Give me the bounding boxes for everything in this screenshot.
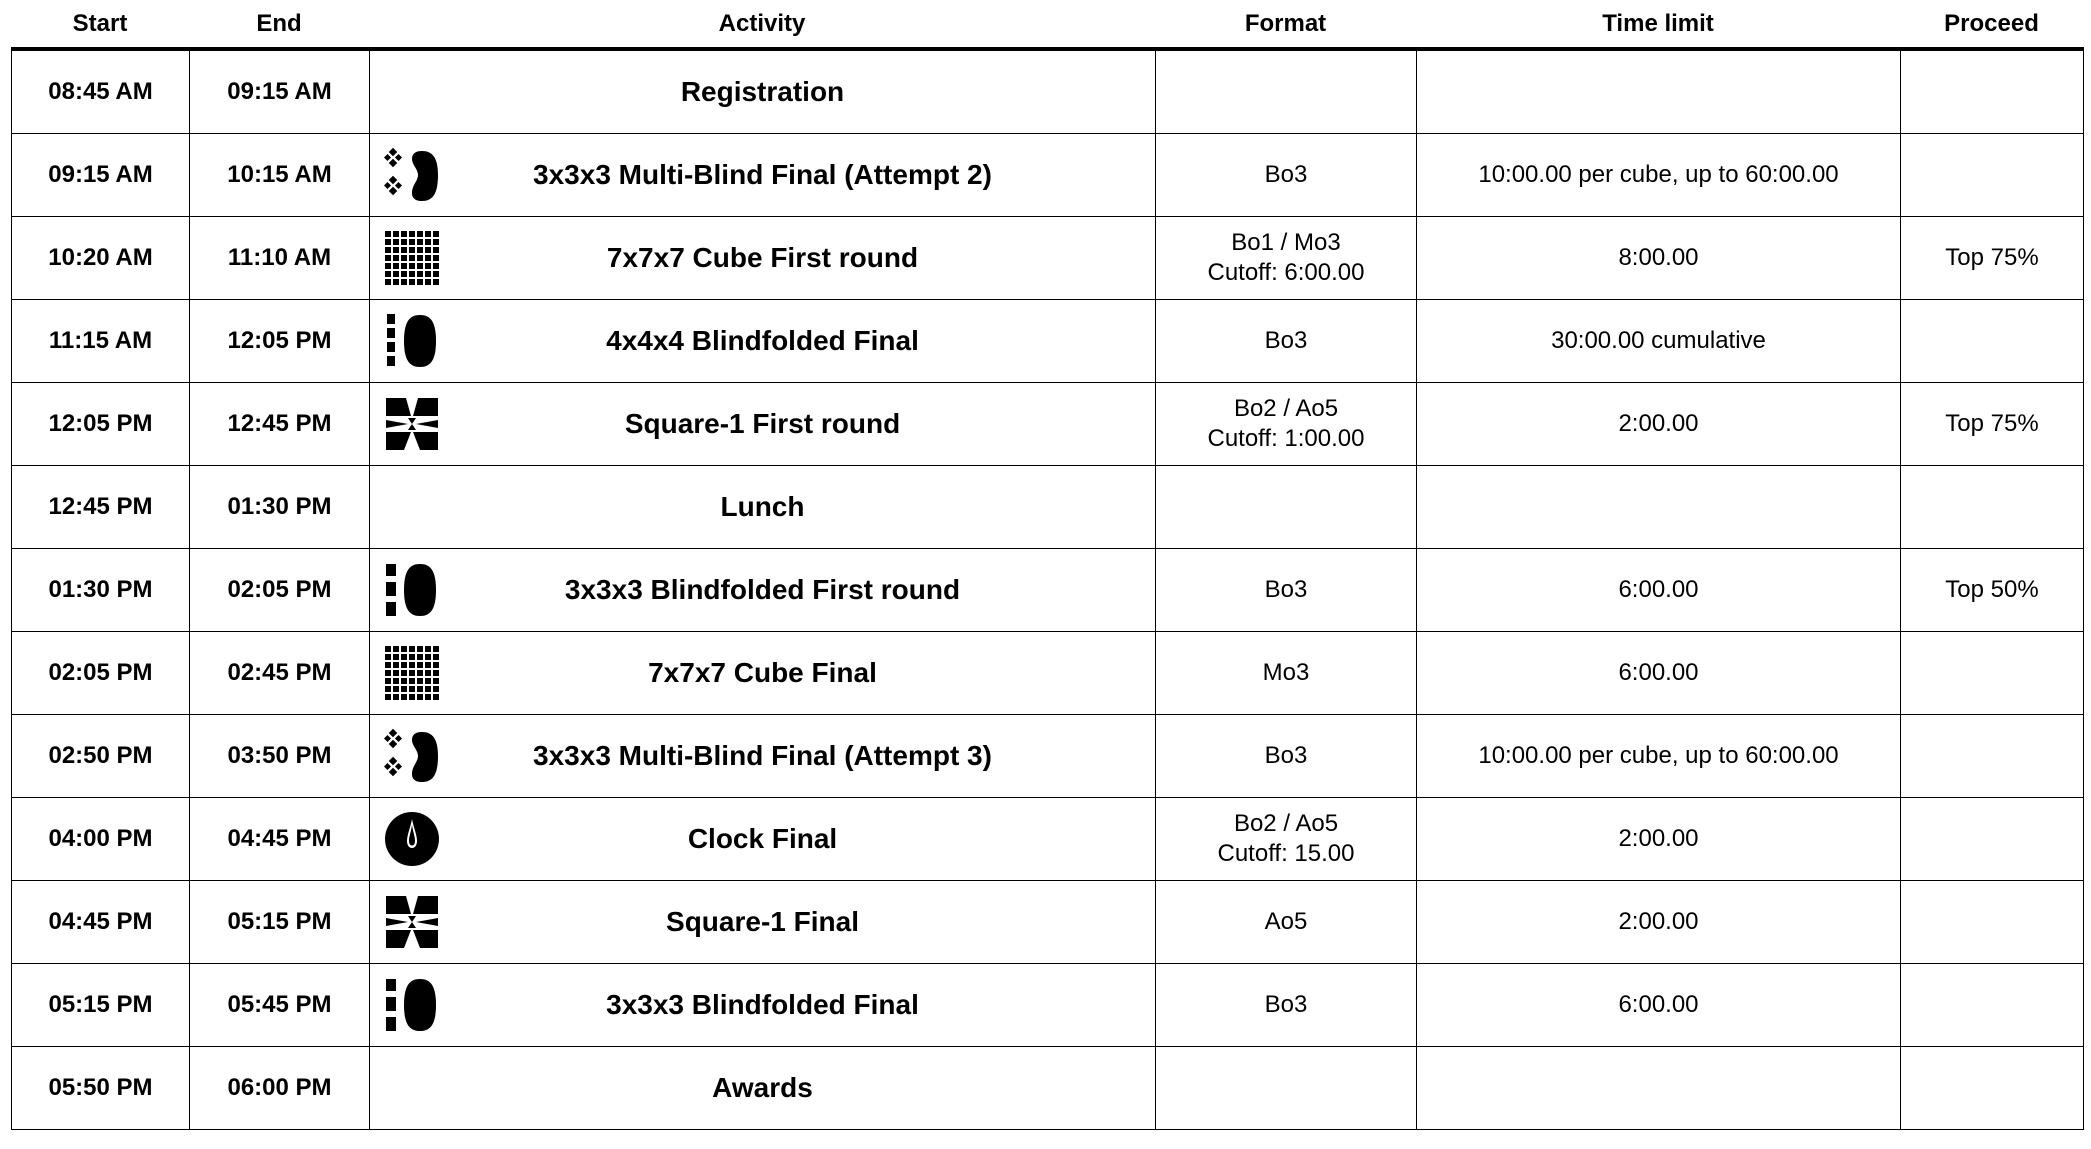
end-time-cell: 12:05 PM: [190, 300, 370, 383]
time-limit-cell: 2:00.00: [1417, 881, 1901, 964]
header-format: Format: [1244, 10, 1327, 37]
proceed-cell: [1901, 632, 2084, 715]
time-limit-cell: 6:00.00: [1417, 549, 1901, 632]
cutoff-value: Cutoff: 6:00.00: [1207, 259, 1365, 286]
header-time-limit: Time limit: [1602, 10, 1714, 37]
activity-cell: [370, 217, 1156, 300]
activity-cell: [370, 715, 1156, 798]
table-row: [12, 49, 2084, 134]
format-cell: [1156, 217, 1417, 300]
schedule-table: [11, 47, 2084, 1130]
format-cell: [1156, 715, 1417, 798]
table-header: [0, 0, 2091, 48]
start-time-cell: 12:45 PM: [12, 466, 190, 549]
format-cell: [1156, 134, 1417, 217]
end-time-cell: 05:15 PM: [190, 881, 370, 964]
activity-name: 3x3x3 Blindfolded Final: [606, 989, 919, 1020]
activity-name: Square-1 First round: [624, 408, 901, 439]
start-time-cell: 10:20 AM: [12, 217, 190, 300]
activity-cell: [370, 881, 1156, 964]
time-limit-cell: [1417, 49, 1901, 134]
cube-7x7-icon: [384, 645, 440, 701]
multi-blind-icon: [384, 728, 440, 784]
table-row: [12, 134, 2084, 217]
format-cell: [1156, 881, 1417, 964]
format-value: Bo3: [1264, 161, 1308, 188]
format-value: Bo2 / Ao5: [1233, 395, 1339, 422]
activity-cell: [370, 466, 1156, 549]
format-value: Bo2 / Ao5: [1233, 810, 1339, 837]
start-time-cell: 04:00 PM: [12, 798, 190, 881]
start-time-cell: 05:50 PM: [12, 1047, 190, 1130]
format-value: Bo1 / Mo3: [1231, 229, 1341, 256]
format-cell: [1156, 300, 1417, 383]
activity-name: Awards: [712, 1072, 813, 1103]
time-limit-cell: 10:00.00 per cube, up to 60:00.00: [1417, 715, 1901, 798]
table-row: [12, 632, 2084, 715]
proceed-cell: Top 75%: [1901, 217, 2084, 300]
format-cell: [1156, 798, 1417, 881]
activity-name: 4x4x4 Blindfolded Final: [606, 325, 919, 356]
time-limit-cell: 8:00.00: [1417, 217, 1901, 300]
activity-cell: [370, 134, 1156, 217]
proceed-cell: [1901, 881, 2084, 964]
proceed-cell: Top 50%: [1901, 549, 2084, 632]
format-cell: [1156, 549, 1417, 632]
start-time-cell: 09:15 AM: [12, 134, 190, 217]
format-value: Bo3: [1264, 576, 1308, 603]
proceed-cell: [1901, 300, 2084, 383]
blindfolded-3x3-icon: [384, 977, 440, 1033]
time-limit-cell: 6:00.00: [1417, 964, 1901, 1047]
start-time-cell: 05:15 PM: [12, 964, 190, 1047]
time-limit-cell: 2:00.00: [1417, 798, 1901, 881]
format-cell: [1156, 632, 1417, 715]
time-limit-cell: 2:00.00: [1417, 383, 1901, 466]
table-row: [12, 466, 2084, 549]
activity-name: Clock Final: [687, 823, 838, 854]
end-time-cell: 05:45 PM: [190, 964, 370, 1047]
start-time-cell: 04:45 PM: [12, 881, 190, 964]
start-time-cell: 01:30 PM: [12, 549, 190, 632]
format-cell: [1156, 964, 1417, 1047]
table-row: [12, 300, 2084, 383]
table-row: [12, 798, 2084, 881]
time-limit-cell: [1417, 1047, 1901, 1130]
time-limit-cell: 10:00.00 per cube, up to 60:00.00: [1417, 134, 1901, 217]
header-activity: Activity: [718, 10, 806, 37]
proceed-cell: [1901, 466, 2084, 549]
proceed-cell: [1901, 964, 2084, 1047]
format-value: Ao5: [1264, 908, 1308, 935]
start-time-cell: 08:45 AM: [12, 49, 190, 134]
start-time-cell: 02:05 PM: [12, 632, 190, 715]
blindfolded-3x3-icon: [384, 562, 440, 618]
square-1-icon: [384, 894, 440, 950]
activity-name: 3x3x3 Multi-Blind Final (Attempt 2): [533, 159, 992, 190]
header-proceed: Proceed: [1944, 10, 2039, 37]
activity-cell: [370, 49, 1156, 134]
end-time-cell: 09:15 AM: [190, 49, 370, 134]
end-time-cell: 02:45 PM: [190, 632, 370, 715]
end-time-cell: 04:45 PM: [190, 798, 370, 881]
end-time-cell: 02:05 PM: [190, 549, 370, 632]
format-value: Mo3: [1262, 659, 1310, 686]
proceed-cell: [1901, 798, 2084, 881]
activity-cell: [370, 798, 1156, 881]
clock-icon: [384, 811, 440, 867]
activity-cell: [370, 1047, 1156, 1130]
table-row: [12, 715, 2084, 798]
activity-name: 3x3x3 Multi-Blind Final (Attempt 3): [533, 740, 992, 771]
multi-blind-icon: [384, 147, 440, 203]
activity-cell: [370, 300, 1156, 383]
end-time-cell: 11:10 AM: [190, 217, 370, 300]
format-cell: [1156, 1047, 1417, 1130]
end-time-cell: 01:30 PM: [190, 466, 370, 549]
proceed-cell: [1901, 134, 2084, 217]
end-time-cell: 06:00 PM: [190, 1047, 370, 1130]
format-cell: [1156, 383, 1417, 466]
activity-name: Lunch: [720, 491, 805, 522]
activity-name: 7x7x7 Cube Final: [648, 657, 877, 688]
end-time-cell: 10:15 AM: [190, 134, 370, 217]
end-time-cell: 12:45 PM: [190, 383, 370, 466]
table-row: [12, 964, 2084, 1047]
time-limit-cell: [1417, 466, 1901, 549]
activity-name: 7x7x7 Cube First round: [606, 242, 919, 273]
time-limit-cell: 30:00.00 cumulative: [1417, 300, 1901, 383]
activity-cell: [370, 549, 1156, 632]
activity-name: Square-1 Final: [666, 906, 859, 937]
table-row: [12, 217, 2084, 300]
activity-name: 3x3x3 Blindfolded First round: [564, 574, 961, 605]
header-start: Start: [72, 10, 128, 37]
format-cell: [1156, 466, 1417, 549]
activity-name: Registration: [680, 76, 845, 107]
activity-cell: [370, 632, 1156, 715]
format-value: Bo3: [1264, 327, 1308, 354]
start-time-cell: 11:15 AM: [12, 300, 190, 383]
start-time-cell: 12:05 PM: [12, 383, 190, 466]
table-row: [12, 549, 2084, 632]
square-1-icon: [384, 396, 440, 452]
time-limit-cell: 6:00.00: [1417, 632, 1901, 715]
proceed-cell: [1901, 1047, 2084, 1130]
table-row: [12, 1047, 2084, 1130]
format-value: Bo3: [1264, 991, 1308, 1018]
proceed-cell: Top 75%: [1901, 383, 2084, 466]
format-cell: [1156, 49, 1417, 134]
proceed-cell: [1901, 715, 2084, 798]
cutoff-value: Cutoff: 15.00: [1217, 840, 1355, 867]
cube-7x7-icon: [384, 230, 440, 286]
header-end: End: [256, 10, 302, 37]
table-row: [12, 881, 2084, 964]
format-value: Bo3: [1264, 742, 1308, 769]
end-time-cell: 03:50 PM: [190, 715, 370, 798]
activity-cell: [370, 383, 1156, 466]
proceed-cell: [1901, 49, 2084, 134]
blindfolded-4x4-icon: [384, 313, 440, 369]
activity-cell: [370, 964, 1156, 1047]
start-time-cell: 02:50 PM: [12, 715, 190, 798]
table-row: [12, 383, 2084, 466]
cutoff-value: Cutoff: 1:00.00: [1207, 425, 1365, 452]
